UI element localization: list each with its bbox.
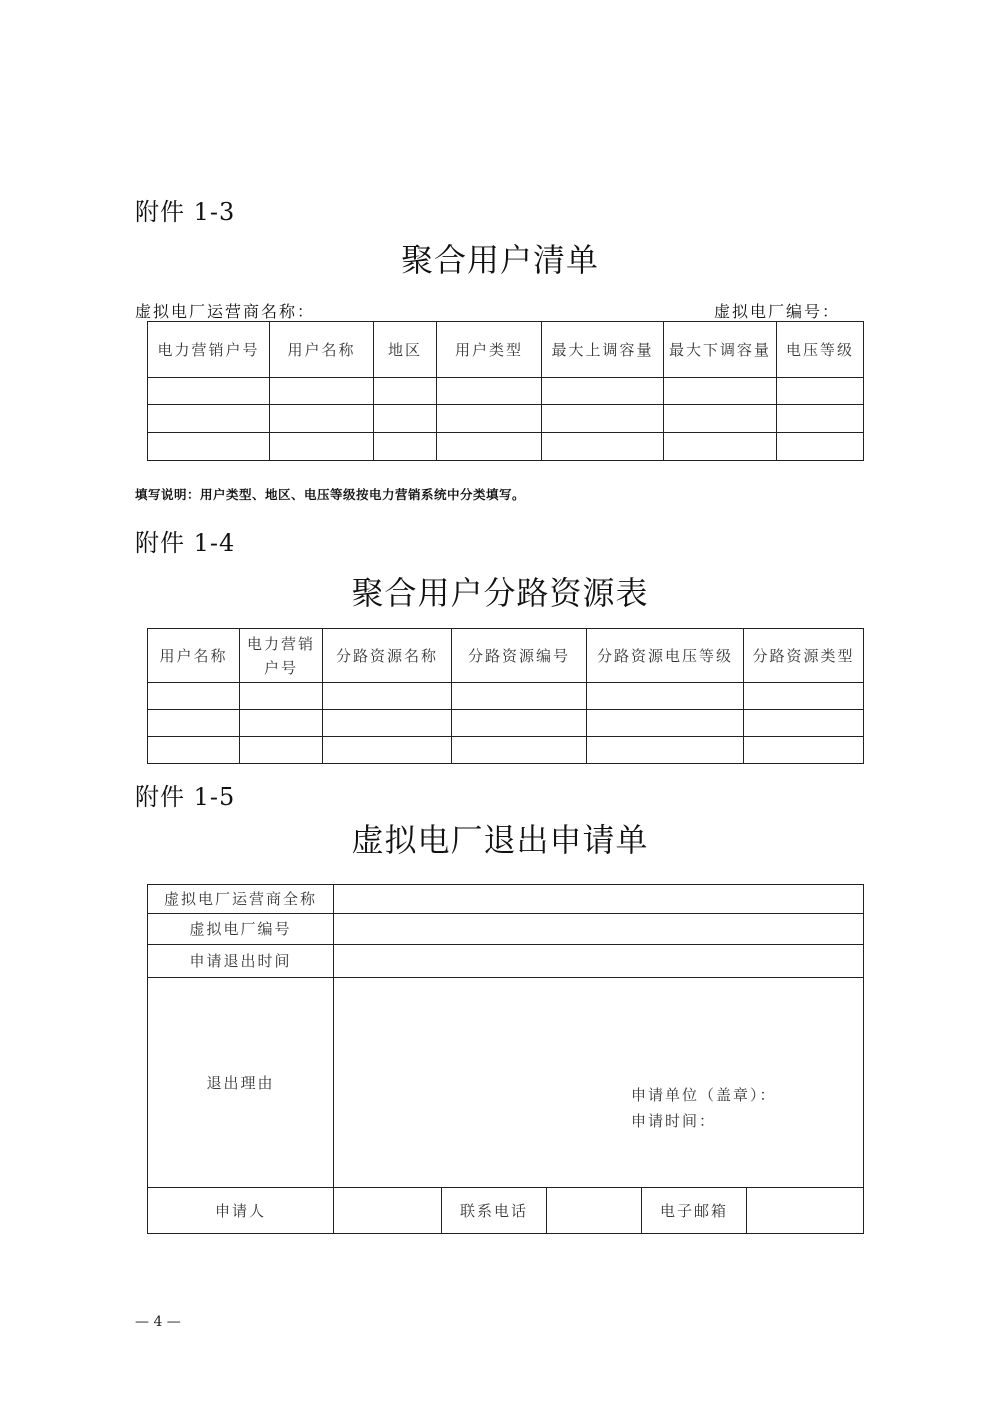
- applicant-field[interactable]: [334, 1188, 442, 1234]
- apply-time-label: 申请时间：: [631, 1112, 717, 1130]
- field-label: 退出理由: [148, 978, 334, 1188]
- aggregated-user-table: [147, 321, 864, 461]
- header-cell: 分路资源名称: [323, 629, 452, 683]
- table-row: [148, 405, 864, 433]
- header-cell: 地区: [374, 322, 437, 378]
- vpp-number-field[interactable]: [334, 914, 864, 945]
- page-title-vpp-exit-application: 虚拟电厂退出申请单: [351, 821, 649, 859]
- field-label: 联系电话: [442, 1188, 547, 1234]
- exit-application-form: [147, 884, 864, 1234]
- vpp-operator-name-label: 虚拟电厂运营商名称：: [135, 302, 316, 321]
- table-row: [148, 683, 864, 710]
- header-cell: 分路资源类型: [744, 629, 864, 683]
- header-cell: 最大下调容量: [664, 322, 777, 378]
- header-cell: 用户类型: [437, 322, 542, 378]
- email-field[interactable]: [747, 1188, 864, 1234]
- attachment-label-1-3: 附件 1-3: [135, 198, 236, 226]
- field-label: 虚拟电厂编号: [148, 914, 334, 945]
- table-header-row: [148, 629, 864, 683]
- field-label: 电子邮箱: [642, 1188, 747, 1234]
- page-title-branch-resource-table: 聚合用户分路资源表: [351, 574, 649, 612]
- branch-resource-table: [147, 628, 864, 764]
- form-row-contact: [148, 1188, 864, 1234]
- phone-field[interactable]: [547, 1188, 642, 1234]
- form-row-exit-time: [148, 945, 864, 978]
- vpp-number-label: 虚拟电厂编号：: [713, 302, 840, 321]
- exit-reason-field[interactable]: [334, 978, 864, 1188]
- page-number: — 4 —: [135, 1314, 181, 1330]
- table-header-row: [148, 322, 864, 378]
- table-row: [148, 737, 864, 764]
- header-cell: 最大上调容量: [542, 322, 664, 378]
- exit-time-field[interactable]: [334, 945, 864, 978]
- field-label: 申请退出时间: [148, 945, 334, 978]
- fill-instructions-note: 填写说明：用户类型、地区、电压等级按电力营销系统中分类填写。: [135, 487, 526, 502]
- table-row: [148, 378, 864, 405]
- header-cell: 用户名称: [148, 629, 240, 683]
- header-cell: 分路资源编号: [452, 629, 587, 683]
- form-row-vpp-number: [148, 914, 864, 945]
- header-cell: 分路资源电压等级: [587, 629, 744, 683]
- attachment-label-1-5: 附件 1-5: [135, 783, 236, 811]
- table-row: [148, 433, 864, 461]
- header-cell: 电力营销户号: [240, 629, 323, 683]
- header-cell: 用户名称: [270, 322, 374, 378]
- header-cell: 电力营销户号: [148, 322, 270, 378]
- operator-name-field[interactable]: [334, 885, 864, 914]
- field-label: 申请人: [148, 1188, 334, 1234]
- attachment-label-1-4: 附件 1-4: [135, 529, 236, 557]
- stamp-label: 申请单位（盖章）：: [631, 1086, 777, 1104]
- table-row: [148, 710, 864, 737]
- field-label: 虚拟电厂运营商全称: [148, 885, 334, 914]
- form-row-exit-reason: [148, 978, 864, 1188]
- form-row-operator-name: [148, 885, 864, 914]
- page-title-aggregated-user-list: 聚合用户清单: [400, 241, 599, 279]
- header-cell: 电压等级: [777, 322, 864, 378]
